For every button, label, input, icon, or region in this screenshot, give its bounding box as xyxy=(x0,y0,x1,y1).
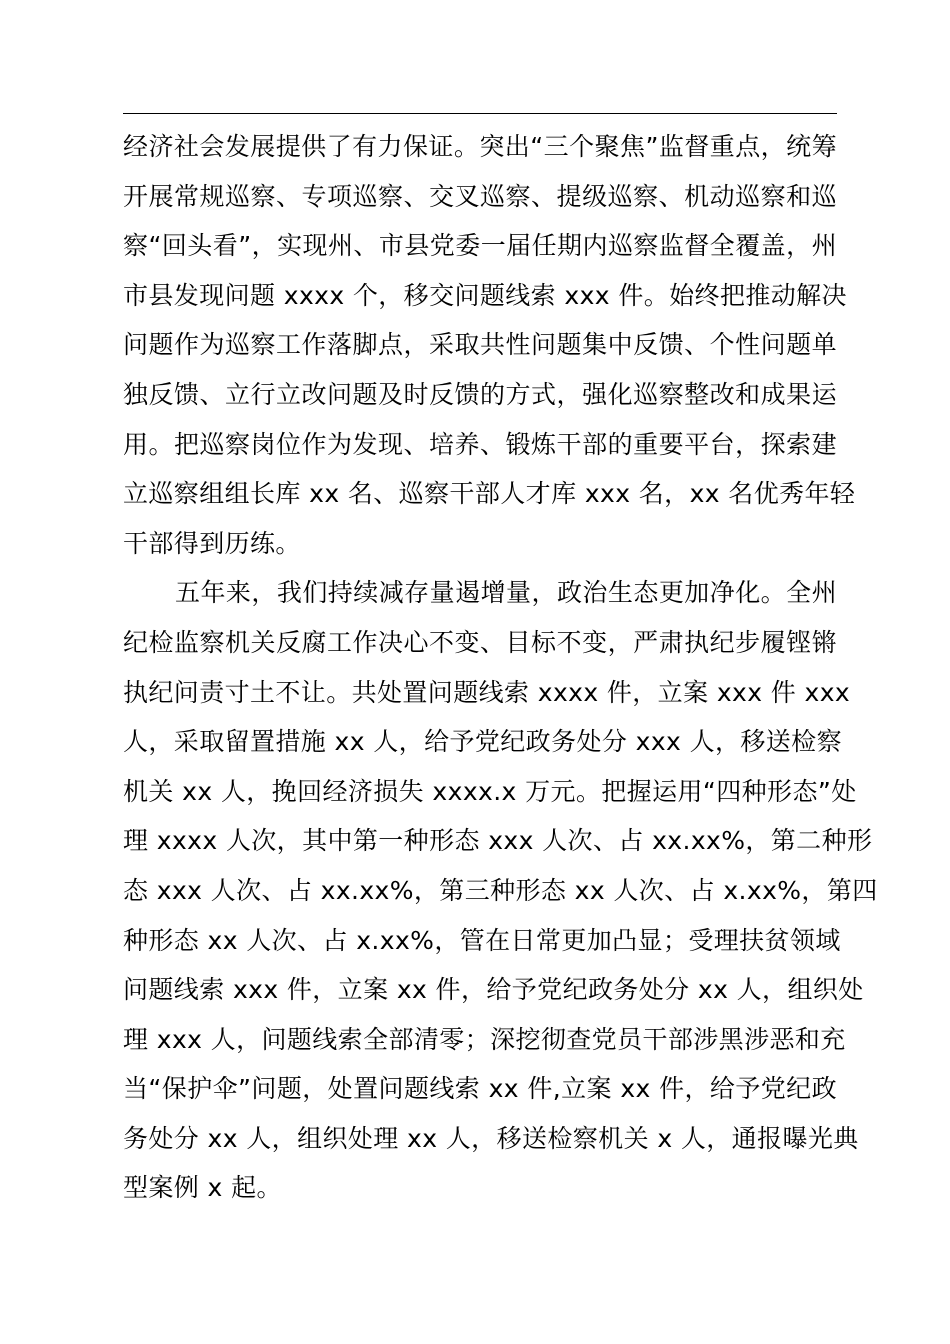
paragraph-1 xyxy=(123,122,856,568)
text-line: 干部得到历练。 xyxy=(123,528,301,558)
text-line: 型案例 x 起。 xyxy=(123,1173,282,1203)
text-line: 问题作为巡察工作落脚点，采取共性问题集中反馈、个性问题单 xyxy=(123,330,837,360)
text-line: 理 xxxx 人次，其中第一种形态 xxx 人次、占 xx.xx%，第二种形 xyxy=(123,826,873,856)
text-line: 机关 xx 人，挽回经济损失 xxxx.x 万元。把握运用“四种形态”处 xyxy=(123,776,857,806)
text-line: 五年来，我们持续减存量遏增量，政治生态更加净化。全州 xyxy=(175,578,837,608)
text-line: 理 xxx 人，问题线索全部清零；深挖彻查党员干部涉黑涉恶和充 xyxy=(123,1024,846,1054)
text-line: 纪检监察机关反腐工作决心不变、目标不变，严肃执纪步履铿锵 xyxy=(123,627,837,657)
text-line: 经济社会发展提供了有力保证。突出“三个聚焦”监督重点，统筹 xyxy=(123,132,837,161)
document-body xyxy=(123,122,878,1213)
text-line: 问题线索 xxx 件，立案 xx 件，给予党纪政务处分 xx 人，组织处 xyxy=(123,975,864,1005)
text-line: 执纪问责寸土不让。共处置问题线索 xxxx 件，立案 xxx 件 xxx xyxy=(123,677,851,707)
text-line: 种形态 xx 人次、占 x.xx%，管在日常更加凸显；受理扶贫领域 xyxy=(123,925,841,955)
text-line: 务处分 xx 人，组织处理 xx 人，移送检察机关 x 人，通报曝光典 xyxy=(123,1123,859,1153)
paragraph-2 xyxy=(123,568,878,1213)
text-line: 人，采取留置措施 xx 人，给予党纪政务处分 xxx 人，移送检察 xyxy=(123,727,842,757)
text-line: 察“回头看”，实现州、市县党委一届任期内巡察监督全覆盖，州 xyxy=(123,231,837,261)
text-line: 独反馈、立行立改问题及时反馈的方式，强化巡察整改和成果运 xyxy=(123,379,837,409)
text-line: 立巡察组组长库 xx 名、巡察干部人才库 xxx 名，xx 名优秀年轻 xyxy=(123,479,856,509)
text-line: 当“保护伞”问题，处置问题线索 xx 件,立案 xx 件，给予党纪政 xyxy=(123,1074,837,1104)
text-line: 市县发现问题 xxxx 个，移交问题线索 xxx 件。始终把推动解决 xyxy=(123,280,847,310)
header-rule xyxy=(123,113,837,114)
text-line: 态 xxx 人次、占 xx.xx%，第三种形态 xx 人次、占 x.xx%，第四 xyxy=(123,875,878,905)
text-line: 用。把巡察岗位作为发现、培养、锻炼干部的重要平台，探索建 xyxy=(123,429,837,459)
text-line: 开展常规巡察、专项巡察、交叉巡察、提级巡察、机动巡察和巡 xyxy=(123,181,837,211)
